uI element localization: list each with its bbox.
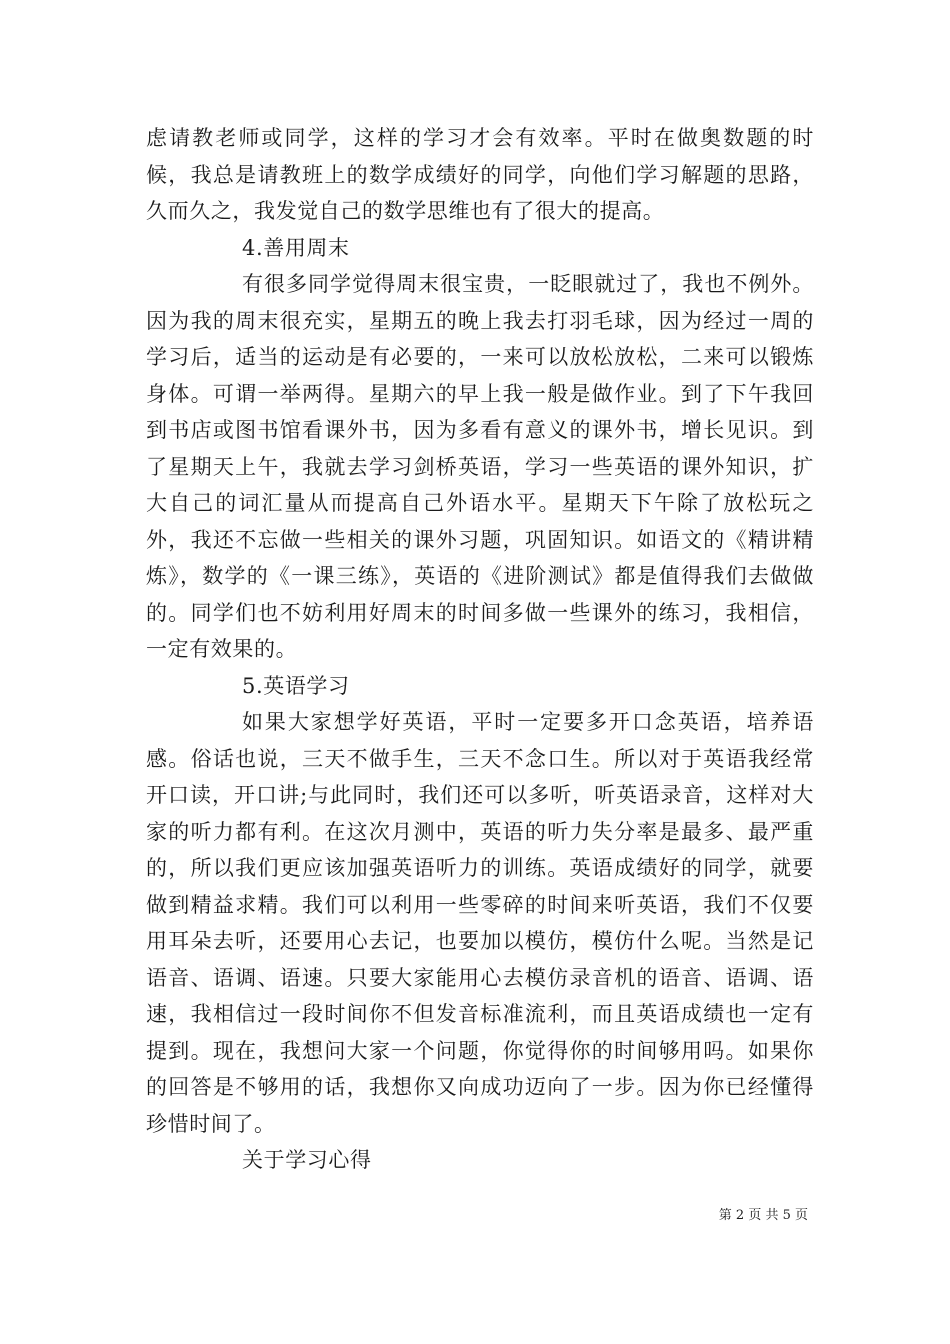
document-body xyxy=(146,120,814,1179)
page-number-footer: 第 2 页 共 5 页 xyxy=(718,1208,808,1223)
body-paragraph: 虑请教老师或同学，这样的学习才会有效率。平时在做奥数题的时候，我总是请教班上的数学成绩好的同学，向他们学习解题的思路，久而久之，我发觉自己的数学思维也有了很大的提高。 xyxy=(146,126,814,223)
section-heading: 关于学习心得 xyxy=(242,1148,372,1172)
section-heading: 4.善用周末 xyxy=(242,235,350,260)
body-paragraph: 有很多同学觉得周末很宝贵，一眨眼就过了，我也不例外。因为我的周末很充实，星期五的晚上我去打羽毛球，因为经过一周的学习后，适当的运动是有必要的，一来可以放松放松，二来可以锻炼身体。可谓一举两得。星期六的早上我一般是做作业。到了下午我回到书店或图书馆看课外书，因为多看有意义的课外书，增长见识。到了星期天上午，我就去学习剑桥英语，学习一些英语的课外知识，扩大自己的词汇量从而提高自己外语水平。星期天下午除了放松玩之外，我还不忘做一些相关的课外习题，巩固知识。如语文的《精讲精炼》，数学的《一课三练》，英语的《进阶测试》都是值得我们去做做的。同学们也不妨利用好周末的时间多做一些课外的练习，我相信，一定有效果的。 xyxy=(146,272,814,661)
body-paragraph: 如果大家想学好英语，平时一定要多开口念英语，培养语感。俗话也说，三天不做手生，三天不念口生。所以对于英语我经常开口读，开口讲;与此同时，我们还可以多听，听英语录音，这样对大家的听力都有利。在这次月测中，英语的听力失分率是最多、最严重的，所以我们更应该加强英语听力的训练。英语成绩好的同学，就要做到精益求精。我们可以利用一些零碎的时间来听英语，我们不仅要用耳朵去听，还要用心去记，也要加以模仿，模仿什么呢。当然是记语音、语调、语速。只要大家能用心去模仿录音机的语音、语调、语速，我相信过一段时间你不但发音标准流利，而且英语成绩也一定有提到。现在，我想问大家一个问题，你觉得你的时间够用吗。如果你的回答是不够用的话，我想你又向成功迈向了一步。因为你已经懂得珍惜时间了。 xyxy=(146,710,814,1136)
section-heading: 5.英语学习 xyxy=(242,673,350,698)
